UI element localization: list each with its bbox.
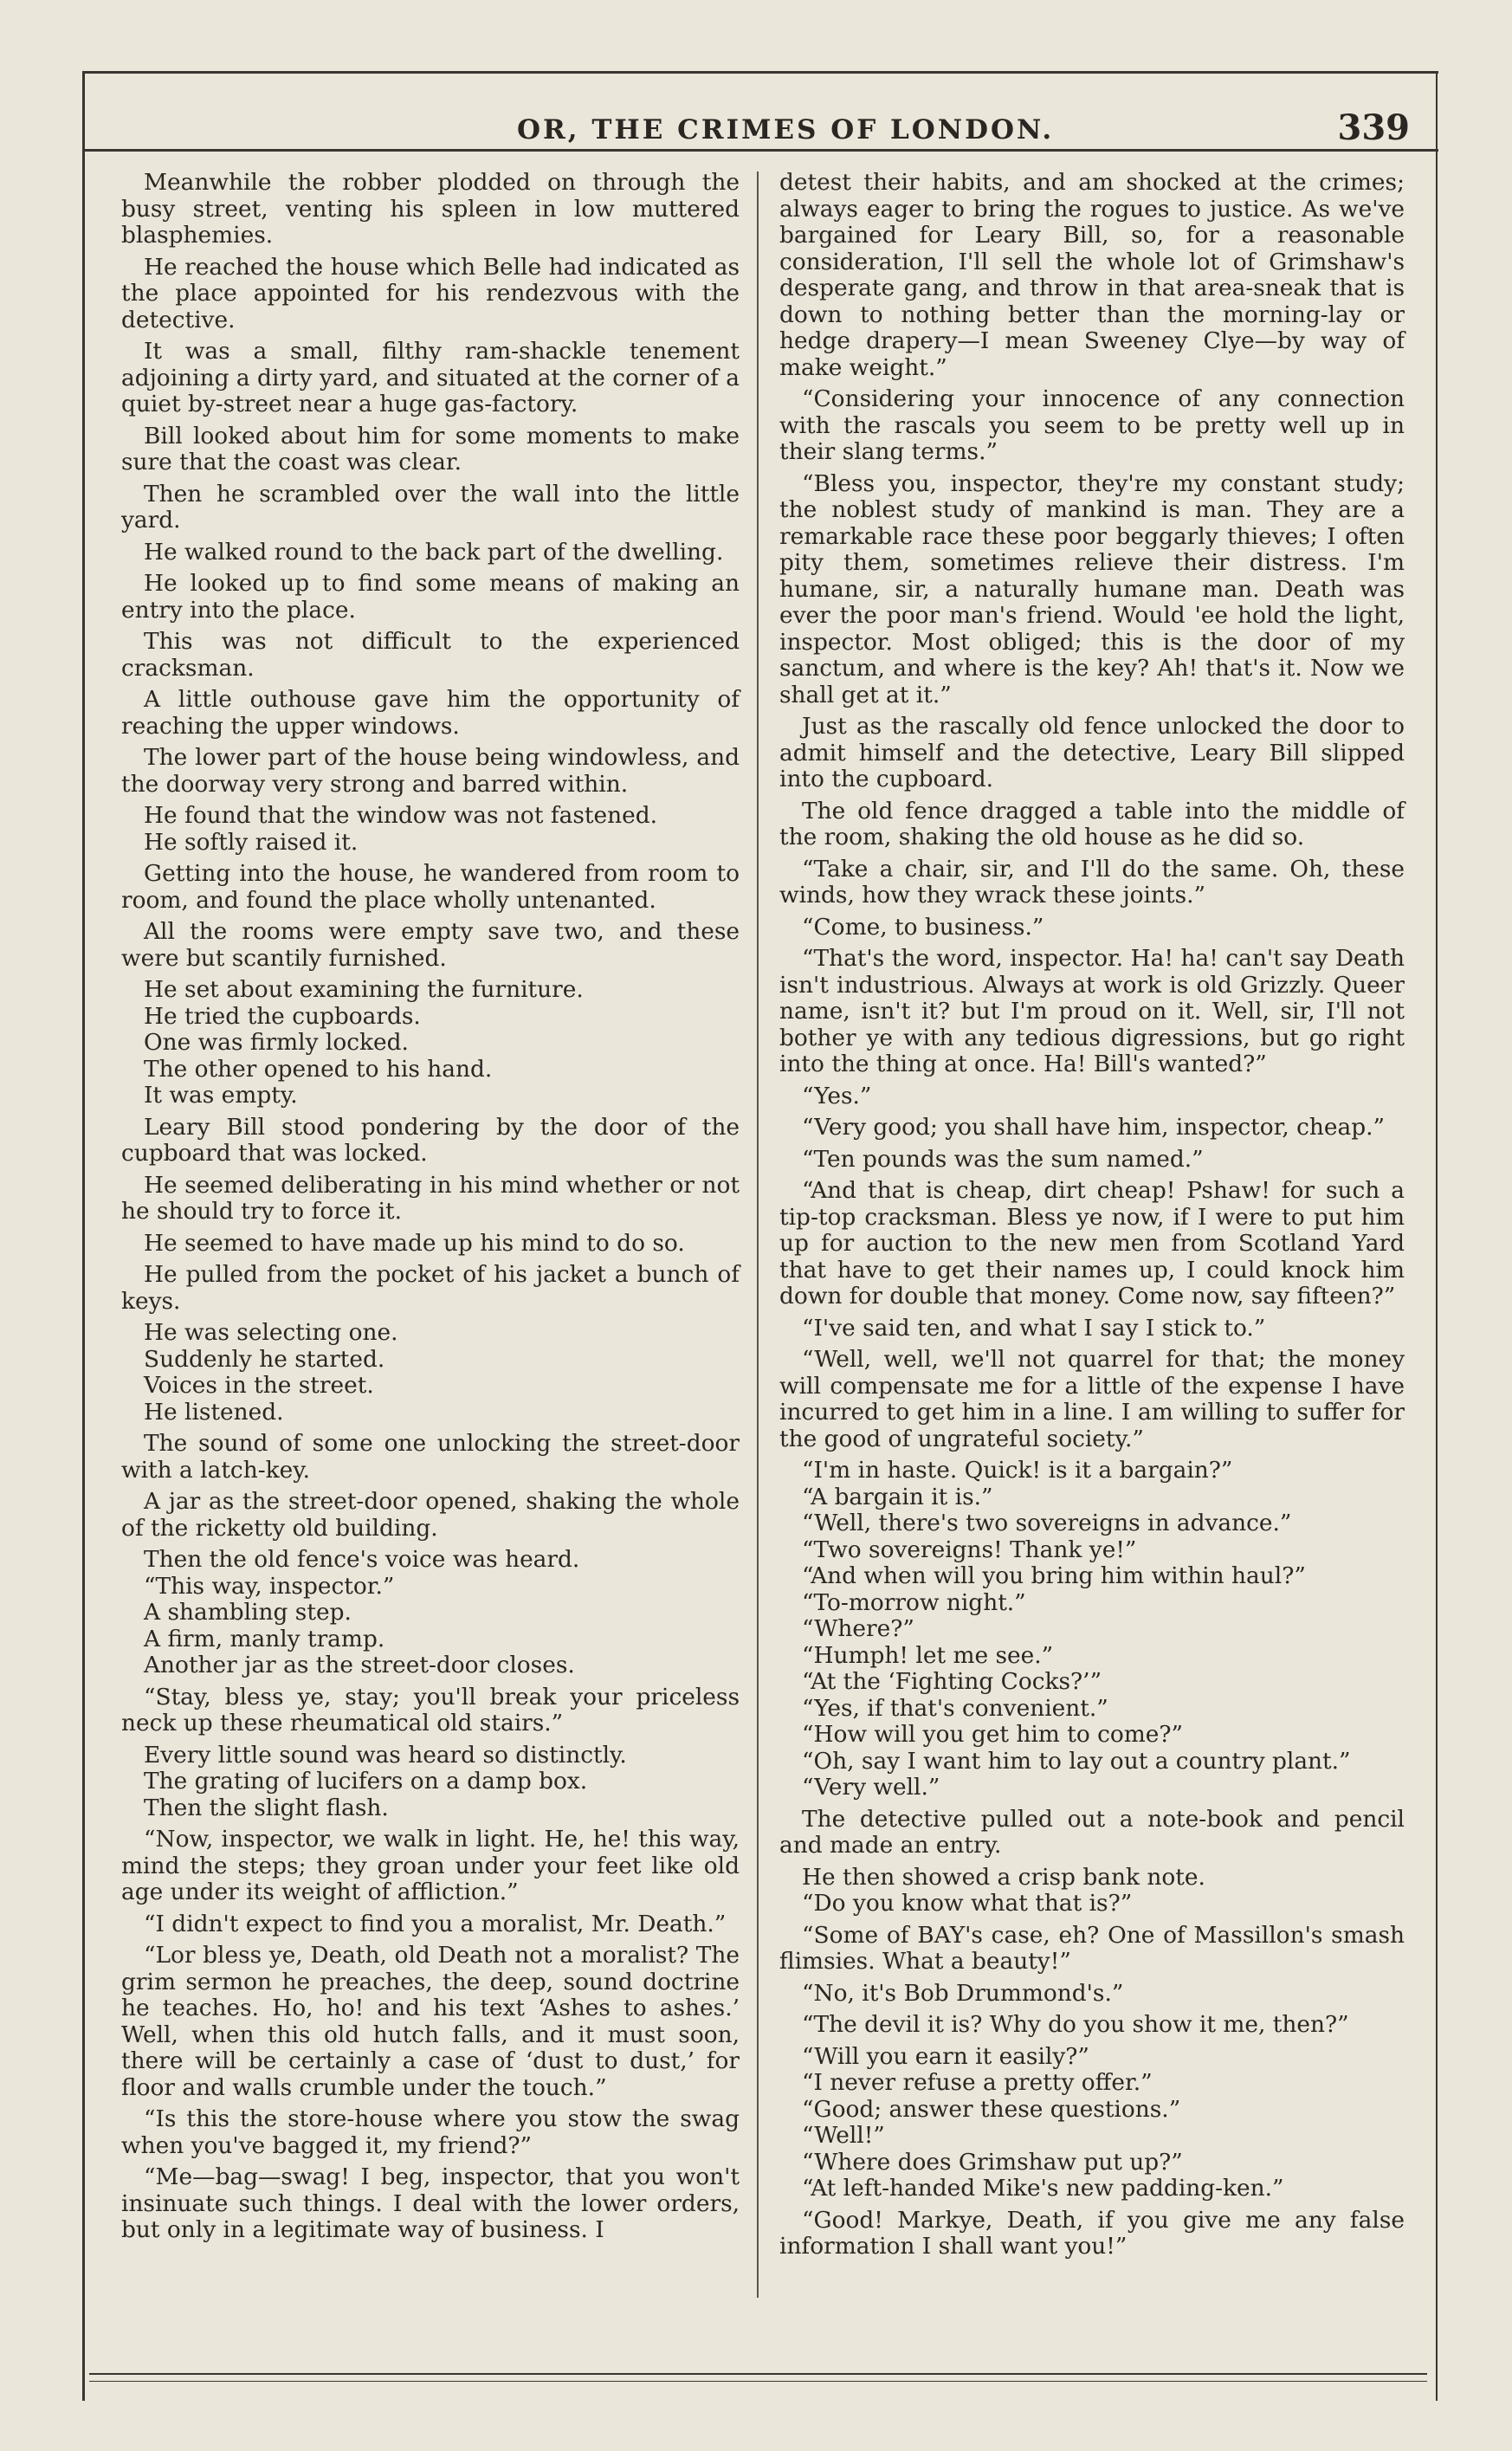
paragraph: The old fence dragged a table into the middle of the room, shaking the old house as he did so. — [779, 797, 1405, 850]
right-border-rule — [1436, 71, 1438, 2401]
text-line: “Humph! let me see.” — [802, 1641, 1054, 1669]
paragraph: “Stay, bless ye, stay; you'll break your priceless neck up these rheumatical old stairs.” — [121, 1683, 740, 1736]
paragraph: “I've said ten, and what I say I stick to.” — [802, 1314, 1266, 1342]
paragraph: “Bless you, inspector, they're my constant study; the noblest study of mankind is man. They are a remarkable race these poor beggarly thieves; I often pity them, sometimes relieve their distress. I'm humane, sir, a naturally humane man. Death was ever the poor man's friend. Would 'ee hold the light, inspector. Most obliged; this is the door of my sanctum, and where is the key? Ah! that's it. Now we shall get at it.” — [779, 469, 1405, 708]
column-divider — [757, 171, 759, 2298]
text-line: Then the old fence's voice was heard. — [144, 1546, 580, 1573]
text-line: “Yes, if that's convenient.” — [802, 1694, 1108, 1722]
text-line: “Well, there's two sovereigns in advance.” — [802, 1510, 1292, 1536]
text-line: A shambling step. — [144, 1599, 352, 1626]
text-line: Voices in the street. — [144, 1372, 374, 1399]
text-line: Another jar as the street-door closes. — [144, 1652, 575, 1678]
paragraph: Just as the rascally old fence unlocked the door to admit himself and the detective, Leary Bill slipped into the cupboard. — [779, 713, 1405, 792]
text-line: “Where does Grimshaw put up?” — [802, 2148, 1183, 2176]
text-line: Every little sound was heard so distinctly. — [144, 1741, 627, 1769]
text-line: He found that the window was not fastened. — [144, 802, 657, 829]
paragraph: This was not difficult to the experienced cracksman. — [121, 628, 740, 682]
paragraph: “Some of BAY's case, eh? One of Massillon's smash flimsies. What a beauty!” — [779, 1921, 1405, 1975]
text-line: “Where?” — [802, 1615, 914, 1642]
paragraph: “Good! Markye, Death, if you give me any false information I shall want you!” — [779, 2206, 1405, 2260]
paragraph: “Take a chair, sir, and I'll do the same. Oh, these winds, how they wrack these joints.” — [779, 855, 1405, 909]
paragraph: “Very good; you shall have him, inspector, cheap.” — [802, 1114, 1386, 1141]
paragraph: A jar as the street-door opened, shaking the whole of the ricketty old building. — [121, 1488, 740, 1542]
text-line: The other opened to his hand. — [144, 1055, 493, 1083]
paragraph: “Ten pounds was the sum named.” — [802, 1145, 1204, 1173]
paragraph: He reached the house which Belle had indicated as the place appointed for his rendezvous with the detective. — [121, 253, 740, 333]
paragraph: He looked up to find some means of making an entry into the place. — [121, 570, 740, 624]
paragraph: Getting into the house, he wandered from room to room, and found the place wholly untenanted. — [121, 860, 740, 914]
paragraph: “Lor bless ye, Death, old Death not a moralist? The grim sermon he preaches, the deep, sound doctrine he teaches. Ho, ho! and his text ‘Ashes to ashes.’ Well, when this old hutch falls, and it must soon, there will be certainly a case of ‘dust to dust,’ for floor and walls crumble under the touch.” — [121, 1942, 740, 2101]
text-line: “This way, inspector.” — [144, 1572, 395, 1600]
bottom-rule — [89, 2373, 1427, 2375]
text-line: “Two sovereigns! Thank ye!” — [802, 1536, 1137, 1563]
text-line: Suddenly he started. — [144, 1345, 385, 1373]
text-line: He set about examining the furniture. — [144, 976, 584, 1003]
paragraph: Then he scrambled over the wall into the little yard. — [121, 480, 740, 534]
right-text-column — [779, 170, 1405, 2266]
paragraph: Meanwhile the robber plodded on through the busy street, venting his spleen in low muttered blasphemies. — [121, 169, 740, 249]
paragraph: “No, it's Bob Drummond's.” — [802, 1979, 1124, 2007]
text-line: “At the ‘Fighting Cocks?’” — [802, 1668, 1102, 1695]
paragraph: “That's the word, inspector. Ha! ha! can't say Death isn't industrious. Always at work is old Grizzly. Queer name, isn't it? but I'm proud on it. Well, sir, I'll not bother ye with any tedious digressions, but go right into the thing at once. Ha! Bill's wanted?” — [779, 945, 1405, 1077]
text-line: “Will you earn it easily?” — [802, 2042, 1089, 2070]
text-line: He softly raised it. — [144, 828, 359, 856]
paragraph: A little outhouse gave him the opportunity of reaching the upper windows. — [121, 686, 740, 740]
paragraph: He walked round to the back part of the dwelling. — [144, 538, 724, 566]
paragraph: “Is this the store-house where you stow the swag when you've bagged it, my friend?” — [121, 2105, 740, 2159]
text-line: “To-morrow night.” — [802, 1588, 1026, 1616]
text-line: “Very well.” — [802, 1774, 940, 1801]
text-line: “Well!” — [802, 2122, 885, 2149]
paragraph: The lower part of the house being windowless, and the doorway very strong and barred within. — [121, 744, 740, 798]
paragraph: Leary Bill stood pondering by the door of the cupboard that was locked. — [121, 1113, 740, 1167]
text-line: “At left-handed Mike's new padding-ken.” — [802, 2175, 1284, 2202]
paragraph: “Considering your innocence of any connection with the rascals you seem to be pretty well up in their slang terms.” — [779, 385, 1405, 465]
text-line: He then showed a crisp bank note. — [802, 1863, 1205, 1891]
paragraph: Bill looked about him for some moments to make sure that the coast was clear. — [121, 422, 740, 475]
paragraph: The detective pulled out a note-book and pencil and made an entry. — [779, 1805, 1405, 1859]
text-line: One was firmly locked. — [144, 1029, 409, 1056]
text-line: He tried the cupboards. — [144, 1002, 421, 1030]
running-title: OR, THE CRIMES OF LONDON. — [517, 114, 1055, 146]
paragraph: “And that is cheap, dirt cheap! Pshaw! for such a tip-top cracksman. Bless ye now, if I were to put him up for auction to the new men from Scotland Yard that have to get their names up, I could knock him down for double that money. Come now, say fifteen?” — [779, 1177, 1405, 1310]
paragraph: detest their habits, and am shocked at the crimes; always eager to bring the rogues to justice. As we've bargained for Leary Bill, so, for a reasonable consideration, I'll sell the whole lot of Grimshaw's desperate gang, and throw in that area-sneak that is down to nothing better than the morning-lay or hedge drapery—I mean Sweeney Clye—by way of make weight.” — [779, 169, 1405, 381]
paragraph: He pulled from the pocket of his jacket a bunch of keys. — [121, 1261, 740, 1315]
paragraph: He seemed deliberating in his mind whether or not he should try to force it. — [121, 1171, 740, 1225]
text-line: The grating of lucifers on a damp box. — [144, 1768, 588, 1795]
text-line: “Yes.” — [802, 1082, 872, 1109]
paragraph: All the rooms were empty save two, and these were but scantily furnished. — [121, 918, 740, 972]
paragraph: It was a small, filthy ram-shackle tenement adjoining a dirty yard, and situated at the corner of a quiet by-street near a huge gas-factory. — [121, 338, 740, 417]
paragraph: “I didn't expect to find you a moralist, Mr. Death.” — [144, 1910, 727, 1937]
paragraph: “The devil it is? Why do you show it me, then?” — [802, 2011, 1349, 2038]
text-line: A firm, manly tramp. — [144, 1625, 385, 1652]
text-line: Then the slight flash. — [144, 1794, 389, 1821]
left-text-column — [121, 170, 740, 2249]
paragraph: “Me—bag—swag! I beg, inspector, that you won't insinuate such things. I deal with the lower orders, but only in a legitimate way of business. I — [121, 2163, 740, 2243]
text-line: “Do you know what that is?” — [802, 1890, 1133, 1917]
running-header — [82, 97, 1438, 152]
text-line: “Good; answer these questions.” — [802, 2095, 1181, 2123]
page-number: 339 — [1337, 107, 1410, 148]
text-line: “And when will you bring him within haul?” — [802, 1562, 1306, 1589]
text-line: It was empty. — [144, 1082, 298, 1109]
text-line: “I'm in haste. Quick! is it a bargain?” — [802, 1457, 1233, 1484]
text-line: “Oh, say I want him to lay out a country plant.” — [802, 1747, 1351, 1775]
text-line: “A bargain it is.” — [802, 1483, 993, 1510]
bottom-rule-thin — [89, 2381, 1427, 2382]
paragraph: “Well, well, we'll not quarrel for that; the money will compensate me for a little of the expense I have incurred to get him in a line. I am willing to suffer for the good of ungrateful society.” — [779, 1346, 1405, 1452]
paragraph: “Now, inspector, we walk in light. He, he! this way, mind the steps; they groan under your feet like old age under its weight of affliction.” — [121, 1826, 740, 1905]
text-line: “How will you get him to come?” — [802, 1721, 1184, 1748]
text-line: He listened. — [144, 1398, 284, 1426]
text-line: “I never refuse a pretty offer.” — [802, 2069, 1153, 2096]
text-line: He was selecting one. — [144, 1319, 398, 1346]
paragraph: He seemed to have made up his mind to do so. — [144, 1229, 685, 1257]
paragraph: The sound of some one unlocking the street-door with a latch-key. — [121, 1430, 740, 1484]
paragraph: “Come, to business.” — [802, 913, 1044, 941]
